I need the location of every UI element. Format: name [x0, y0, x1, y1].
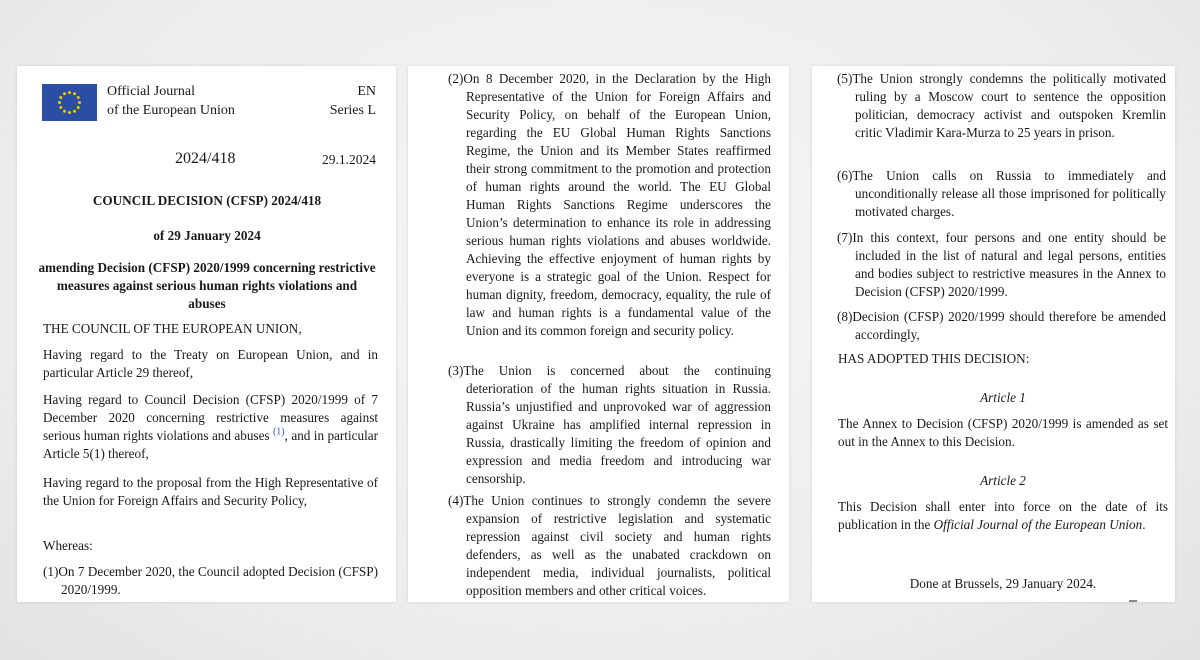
article-2-heading: Article 2 — [980, 473, 1026, 488]
footnote-link[interactable]: (1) — [272, 426, 285, 438]
recital-8: (8)Decision (CFSP) 2020/1999 should therefore be amended accordingly, — [837, 309, 1166, 342]
council-heading: THE COUNCIL OF THE EUROPEAN UNION, — [43, 321, 302, 336]
recital-decision-text: Having regard to Council Decision (CFSP) 2020/1999 of 7 December 2020 concerning restrictive measures against serious human rights violations and abuses — [43, 392, 378, 443]
article-2-text-main: This Decision shall enter into force on the date of its publication in the — [838, 499, 1168, 532]
recital-3: (3)The Union is concerned about the continuing deterioration of the human rights situation in Russia. Russia’s unjustified and unprovoked war of aggression against Ukraine has amplified internal repression in Russia, drastically limiting the freedom of opinion and expression and media freedom and introducing war censorship. — [448, 363, 771, 486]
official-journal-italic: Official Journal of the European Union — [933, 517, 1143, 532]
document-page-1 — [17, 66, 396, 602]
recital-1: (1)On 7 December 2020, the Council adopted Decision (CFSP) 2020/1999. — [43, 564, 378, 597]
recital-proposal: Having regard to the proposal from the High Representative of the Union for Foreign Affairs and Security Policy, — [43, 475, 378, 508]
decision-subject: amending Decision (CFSP) 2020/1999 concerning restrictive measures against serious human rights violations and abuses — [38, 260, 376, 311]
doc-number: 2024/418 — [175, 150, 236, 167]
journal-name — [107, 82, 235, 120]
language-code: EN — [357, 84, 376, 99]
decision-date: of 29 January 2024 — [153, 228, 261, 243]
recital-2: (2)On 8 December 2020, in the Declaration by the High Representative of the Union for Foreign Affairs and Security Policy, on behalf of the European Union, regarding the EU Global Human Rights Sanctions Regime, the Union and its Member States reaffirmed their strong commitment to the promotion and protection of human rights around the world. The EU Global Human Rights Sanctions Regime underscores the Union’s determination to enhance its role in addressing serious human rights violations and abuses worldwide. Achieving the effective enjoyment of human rights by everyone is a strategic goal of the Union. Respect for human dignity, freedom, democracy, equality, the rule of law and human rights is a fundamental value of the Union and its common foreign and security policy. — [448, 71, 771, 338]
recital-4: (4)The Union continues to strongly condemn the severe expansion of restrictive legislation and systematic repression against civil society and human rights defenders, as well as the unabated crackdown on independent media, individual journalists, political opposition members and other critical voices. — [448, 493, 771, 598]
signing-place-date: Done at Brussels, 29 January 2024. — [909, 576, 1097, 591]
recital-decision-tail: , and in particular Article 5(1) thereof, — [43, 428, 378, 461]
recital-5: (5)The Union strongly condemns the politically motivated ruling by a Moscow court to sentence the opposition politician, democracy activist and outspoken Kremlin critic Vladimir Kara-Murza to 25 years in prison. — [837, 71, 1166, 140]
whereas-label: Whereas: — [43, 538, 93, 553]
article-2-text — [838, 498, 1168, 534]
recital-6: (6)The Union calls on Russia to immediately and unconditionally release all those imprisoned for politically motivated charges. — [837, 168, 1166, 219]
eu-stars — [58, 91, 81, 114]
document-page-2 — [408, 66, 789, 602]
document-page-3 — [812, 66, 1175, 602]
article-1-heading: Article 1 — [980, 390, 1026, 405]
decision-title: COUNCIL DECISION (CFSP) 2024/418 — [92, 193, 322, 208]
series-label: Series L — [329, 103, 376, 118]
recital-decision — [43, 391, 378, 463]
eu-flag-icon — [42, 84, 97, 121]
page-edge-mark — [1129, 600, 1137, 602]
journal-line-1: Official Journal — [107, 84, 195, 99]
recital-7: (7)In this context, four persons and one entity should be included in the list of natural and legal persons, entities and bodies subject to restrictive measures in the Annex to Decision (CFSP) 2020/1999. — [837, 230, 1166, 299]
journal-line-2: of the European Union — [107, 103, 235, 118]
article-2-text-end: . — [1142, 517, 1146, 532]
article-1-text: The Annex to Decision (CFSP) 2020/1999 is amended as set out in the Annex to this Decision. — [838, 416, 1168, 449]
publication-date: 29.1.2024 — [322, 152, 376, 167]
recital-treaty: Having regard to the Treaty on European Union, and in particular Article 29 thereof, — [43, 347, 378, 380]
adopted-heading: HAS ADOPTED THIS DECISION: — [838, 351, 1030, 366]
language-series — [330, 82, 376, 120]
